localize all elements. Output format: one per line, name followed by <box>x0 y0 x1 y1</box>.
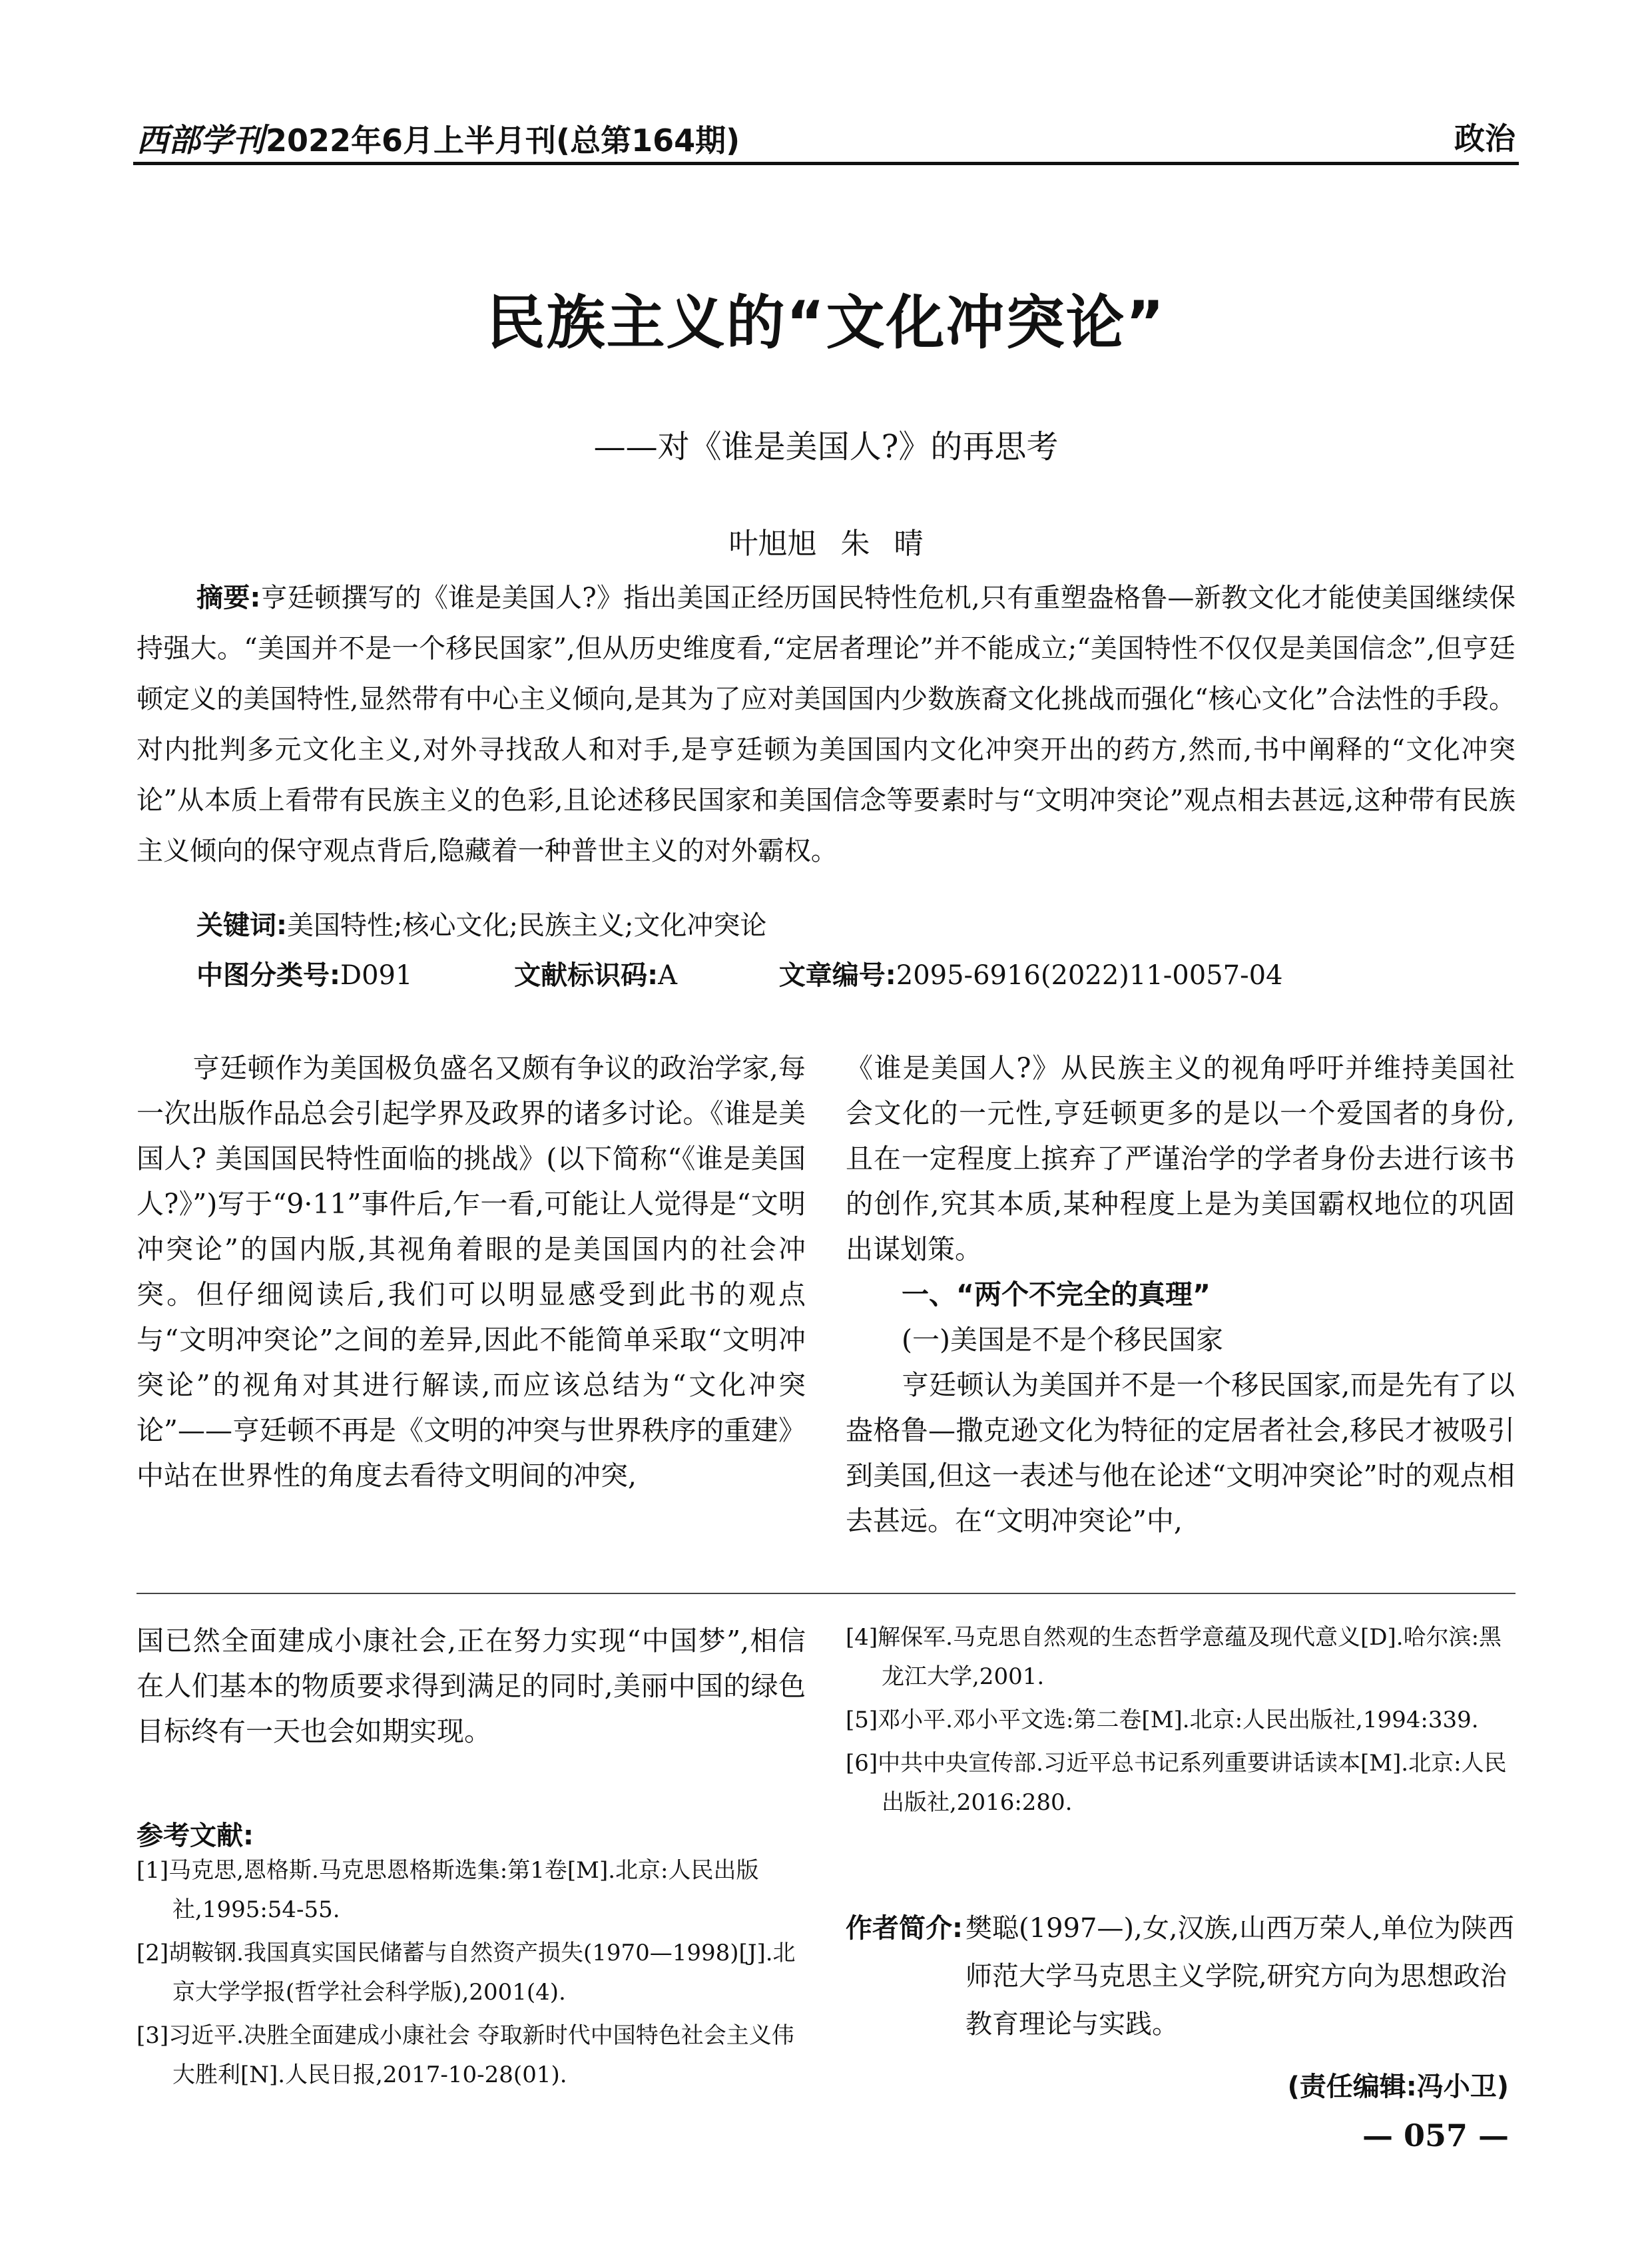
article-meta <box>196 954 1283 992</box>
body-paragraph: 亨廷顿认为美国并不是一个移民国家,而是先有了以盎格鲁—撒克逊文化为特征的定居者社会,移民才被吸引到美国,但这一表述与他在论述“文明冲突论”时的观点相去甚远。在“文明冲突论”中, <box>846 1369 1515 1537</box>
abstract-label: 摘要: <box>196 583 261 613</box>
subsection-heading: (一)美国是不是个移民国家 <box>902 1324 1223 1356</box>
article-number: 文章编号:2095-6916(2022)11-0057-04 <box>778 960 1283 991</box>
article-divider <box>137 1593 1515 1594</box>
reference-item: [3]习近平.决胜全面建成小康社会 夺取新时代中国特色社会主义伟大胜利[N].人民日报,2017-10-28(01). <box>137 2022 794 2088</box>
body-paragraph: 《谁是美国人?》从民族主义的视角呼吁并维持美国社会文化的一元性,亨廷顿更多的是以一个爱国者的身份,且在一定程度上摈弃了严谨治学的学者身份去进行该书的创作,究其本质,某种程度上是为美国霸权地位的巩固出谋划策。 <box>846 1052 1515 1265</box>
references-list-right <box>846 1618 1515 1826</box>
abstract-text: 亨廷顿撰写的《谁是美国人?》指出美国正经历国民特性危机,只有重塑盎格鲁—新教文化才能使美国继续保持强大。“美国并不是一个移民国家”,但从历史维度看,“定居者理论”并不能成立;“美国特性不仅仅是美国信念”,但亨廷顿定义的美国特性,显然带有中心主义倾向,是其为了应对美国国内少数族裔文化挑战而强化“核心文化”合法性的手段。对内批判多元文化主义,对外寻找敌人和对手,是亨廷顿为美国国内文化冲突开出的药方,然而,书中阐释的“文化冲突论”从本质上看带有民族主义的色彩,且论述移民国家和美国信念等要素时与“文明冲突论”观点相去甚远,这种带有民族主义倾向的保守观点背后,隐藏着一种普世主义的对外霸权。 <box>137 583 1515 866</box>
document-code: 文献标识码:A <box>514 960 678 991</box>
reference-item: [6]中共中央宣传部.习近平总书记系列重要讲话读本[M].北京:人民出版社,2016:280. <box>846 1750 1507 1816</box>
journal-logo: 西部学刊 <box>137 122 265 159</box>
previous-article-text: 国已然全面建成小康社会,正在努力实现“中国梦”,相信在人们基本的物质要求得到满足的同时,美丽中国的绿色目标终有一天也会如期实现。 <box>137 1625 806 1747</box>
author-bio <box>846 1904 1515 2048</box>
header-rule <box>133 162 1519 165</box>
author-bio-label: 作者简介: <box>846 1913 963 1944</box>
reference-item: [2]胡鞍钢.我国真实国民储蓄与自然资产损失(1970—1998)[J].北京大学学报(哲学社会科学版),2001(4). <box>137 1940 796 2006</box>
references-heading: 参考文献: <box>137 1821 254 1851</box>
journal-header <box>137 115 740 160</box>
clc-number: 中图分类号:D091 <box>196 960 413 991</box>
article-authors: 叶旭旭 朱 晴 <box>728 527 924 561</box>
author-bio-text: 樊聪(1997—),女,汉族,山西万荣人,单位为陕西师范大学马克思主义学院,研究方向为思想政治教育理论与实践。 <box>965 1913 1514 2040</box>
section-label: 政治 <box>1454 121 1515 156</box>
keywords <box>196 904 766 942</box>
page-number: — 057 — <box>1362 2117 1509 2153</box>
reference-item: [1]马克思,恩格斯.马克思恩格斯选集:第1卷[M].北京:人民出版社,1995:54-55. <box>137 1857 759 1923</box>
keywords-text: 美国特性;核心文化;民族主义;文化冲突论 <box>287 910 767 941</box>
article-subtitle: ——对《谁是美国人?》的再思考 <box>593 428 1059 465</box>
section-heading: 一、“两个不完全的真理” <box>902 1278 1211 1310</box>
article-title: 民族主义的“文化冲突论” <box>486 288 1166 357</box>
body-column-right <box>846 1045 1515 1543</box>
body-paragraph: 亨廷顿作为美国极负盛名又颇有争议的政治学家,每一次出版作品总会引起学界及政界的诸多讨论。《谁是美国人? 美国国民特性面临的挑战》(以下简称“《谁是美国人?》”)写于“9·11”事件后,乍一看,可能让人觉得是“文明冲突论”的国内版,其视角着眼的是美国国内的社会冲突。但仔细阅读后,我们可以明显感受到此书的观点与“文明冲突论”之间的差异,因此不能简单采取“文明冲突论”的视角对其进行解读,而应该总结为“文化冲突论”——亨廷顿不再是《文明的冲突与世界秩序的重建》中站在世界性的角度去看待文明间的冲突, <box>137 1052 806 1492</box>
abstract <box>137 573 1515 876</box>
keywords-label: 关键词: <box>196 910 287 941</box>
reference-item: [5]邓小平.邓小平文选:第二卷[M].北京:人民出版社,1994:339. <box>846 1707 1479 1733</box>
body-column-left <box>137 1045 806 1498</box>
reference-item: [4]解保军.马克思自然观的生态哲学意蕴及现代意义[D].哈尔滨:黑龙江大学,2001. <box>846 1624 1502 1690</box>
issue-info: 2022年6月上半月刊(总第164期) <box>266 123 740 158</box>
references-list-left <box>137 1851 806 2099</box>
responsible-editor: (责任编辑:冯小卫) <box>1287 2072 1509 2102</box>
